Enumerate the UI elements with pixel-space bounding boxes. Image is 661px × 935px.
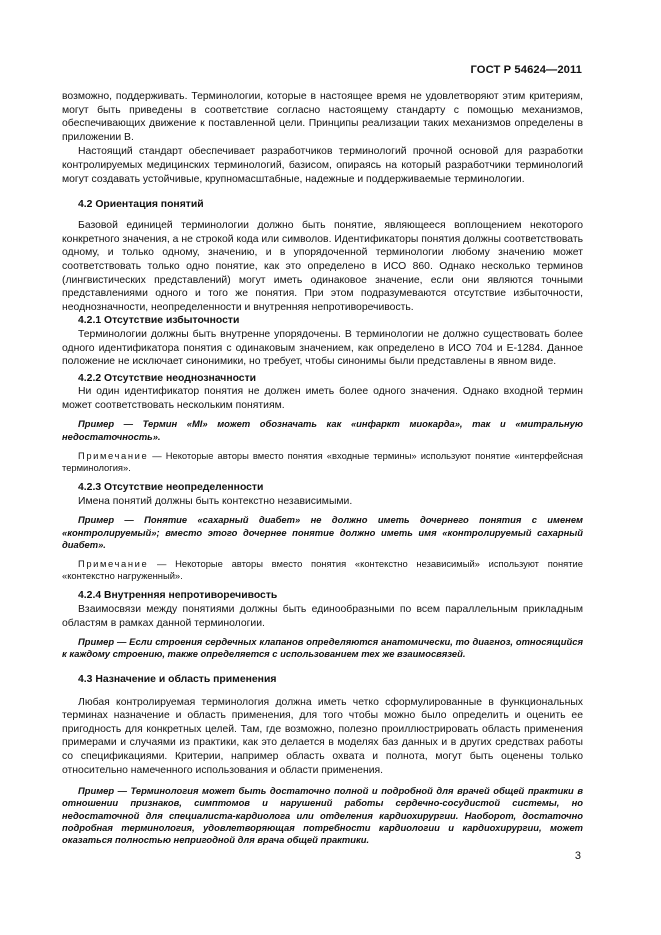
section-heading-4-2-3: 4.2.3 Отсутствие неопределенности [78, 482, 264, 494]
note-text [62, 450, 583, 474]
note-body: — Некоторые авторы вместо понятия «контекстно независимый» используют понятие «контекстно нагруженный». [62, 558, 583, 582]
paragraph: возможно, поддерживать. Терминологии, которые в настоящее время не удовлетворяют этим критериям, могут быть приведены в соответствие согласно настоящему стандарту с помощью механизмов, обеспечивающих движение к поставленной цели. Принципы реализации таких механизмов определены в приложении В. [62, 91, 583, 143]
note-text [62, 558, 583, 582]
paragraph: Терминологии должны быть внутренне упорядочены. В терминологии не должно существовать более одного идентификатора понятия с одинаковым значением, как определено в ИСО 704 и Е-1284. Данное положение не исключает синонимики, но требует, чтобы синонимы были представлены в явном виде. [62, 328, 583, 368]
example-text: Пример — Терминология может быть достаточно полной и подробной для врачей общей практики в отношении признаков, симптомов и нарушений работы сердечно-сосудистой системы, но недостаточной для специалиста-кардиолога или отделения кардиохирургии. Наоборот, достаточно подробная терминология, удовлетворяющая потребности кардиологии и кардиохирургии, может оказаться полностью непригодной для врача общей практики. [62, 785, 583, 846]
section-heading-4-3: 4.3 Назначение и область применения [78, 673, 277, 685]
paragraph: Взаимосвязи между понятиями должны быть единообразными по всем параллельным прикладным областям в рамках данной терминологии. [62, 604, 583, 629]
section-heading-4-2-4: 4.2.4 Внутренняя непротиворечивость [78, 590, 278, 602]
document-id: ГОСТ Р 54624—2011 [470, 64, 582, 76]
section-heading-4-2-1: 4.2.1 Отсутствие избыточности [78, 315, 240, 327]
note-lead: Примечание [78, 449, 149, 461]
paragraph: Имена понятий должны быть контекстно независимыми. [78, 495, 353, 507]
example-text: Пример — Понятие «сахарный диабет» не должно иметь дочернего понятия с именем «контролируемый»; вместо этого дочернее понятие должно иметь имя «контролируемый сахарный диабет». [62, 514, 583, 550]
note-body: — Некоторые авторы вместо понятия «входные термины» используют понятие «интерфейсная терминология». [62, 449, 583, 474]
page-number: 3 [574, 850, 581, 862]
section-heading-4-2-2: 4.2.2 Отсутствие неоднозначности [78, 372, 257, 384]
section-heading-4-2: 4.2 Ориентация понятий [78, 199, 204, 211]
paragraph: Настоящий стандарт обеспечивает разработчиков терминологий прочной основой для разработки контролируемых медицинских терминологий, базисом, опираясь на который разработчики терминологий могут создавать устойчивые, крупномасштабные, надежные и поддерживаемые терминологии. [62, 146, 583, 185]
paragraph: Базовой единицей терминологии должно быть понятие, являющееся воплощением некоторого конкретного значения, а не строкой кода или символов. Идентификаторы понятия должны соответствовать одному, и только одному, значению, и в упорядоченной терминологии любому значению может соответствовать только одно понятие, как это определено в ИСО 860. Однако несколько терминов (лингвистических представлений) могут иметь одинаковое значение, если они являются точными представлениями одного и того же понятия. При этом подразумеваются отсутствие избыточности, неоднозначности, неопределенности и внутренняя непротиворечивость. [62, 220, 583, 313]
paragraph: Любая контролируемая терминология должна иметь четко сформулированные в функциональных терминах назначение и область применения, для того чтобы можно было определить и оценить ее пригодность для конкретных целей. Там, где возможно, полезно проиллюстрировать область применения примерами и случаями из практики, как это делается в моделях баз данных и в других средствах работы со спецификациями. Критерии, например область охвата и полнота, могут быть оценены только относительно намеченного использования и области применения. [62, 696, 583, 776]
note-lead: Примечание [78, 558, 149, 570]
document-body [62, 90, 583, 846]
example-text: Пример — Термин «MI» может обозначать как «инфаркт миокарда», так и «митральную недостаточность». [62, 418, 583, 442]
paragraph: Ни один идентификатор понятия не должен иметь более одного значения. Однако входной термин может соответствовать нескольким понятиям. [62, 386, 583, 411]
example-text: Пример — Если строения сердечных клапанов определяются анатомически, то диагноз, относящийся к каждому строению, также определяется с использованием тех же взаимосвязей. [62, 636, 583, 660]
